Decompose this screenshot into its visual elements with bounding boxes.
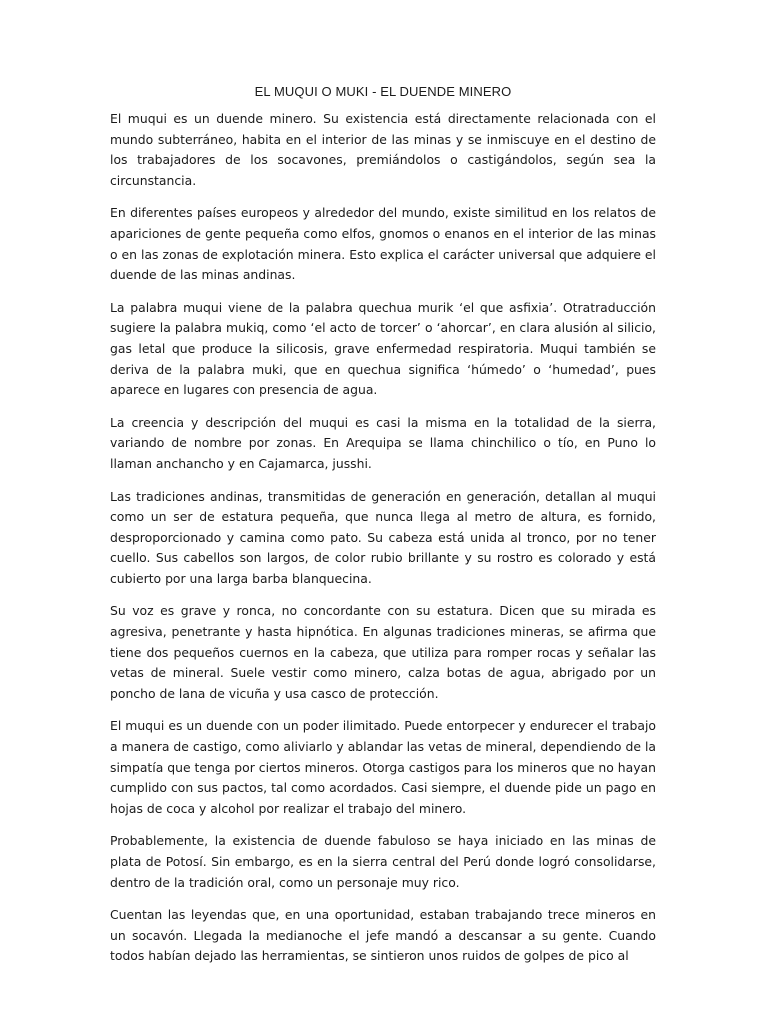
document-title: EL MUQUI O MUKI - EL DUENDE MINERO (254, 84, 512, 99)
paragraph-4: La creencia y descripción del muqui es casi la misma en la totalidad de la sierra, variando de nombre por zonas. En Arequipa se llama chinchilico o tío, en Puno lo llaman anchancho y en Cajamarca, jusshi. (110, 414, 656, 471)
document-body (110, 109, 656, 967)
paragraph-7: El muqui es un duende con un poder ilimitado. Puede entorpecer y endurecer el trabajo a manera de castigo, como aliviarlo y ablandar las vetas de mineral, dependiendo de la simpatía que tenga por ciertos mineros. Otorga castigos para los mineros que no hayan cumplido con sus pactos, tal como acordados. Casi siempre, el duende pide un pago en hojas de coca y alcohol por realizar el trabajo del minero. (110, 718, 656, 816)
paragraph-5: Las tradiciones andinas, transmitidas de generación en generación, detallan al muqui como un ser de estatura pequeña, que nunca llega al metro de altura, es fornido, desproporcionado y camina como pato. Su cabeza está unida al tronco, por no tener cuello. Sus cabellos son largos, de color rubio brillante y su rostro es colorado y está cubierto por una larga barba blanquecina. (110, 488, 656, 586)
paragraph-2: En diferentes países europeos y alrededor del mundo, existe similitud en los relatos de apariciones de gente pequeña como elfos, gnomos o enanos en el interior de las minas o en las zonas de explotación minera. Esto explica el carácter universal que adquiere el duende de las minas andinas. (110, 205, 656, 283)
paragraph-9: Cuentan las leyendas que, en una oportunidad, estaban trabajando trece mineros en un socavón. Llegada la medianoche el jefe mandó a descansar a su gente. Cuando todos habían dejado las herramientas, se sintieron unos ruidos de golpes de pico al (110, 907, 656, 964)
paragraph-8: Probablemente, la existencia de duende fabuloso se haya iniciado en las minas de plata de Potosí. Sin embargo, es en la sierra central del Perú donde logró consolidarse, dentro de la tradición oral, como un personaje muy rico. (110, 833, 656, 890)
paragraph-3: La palabra muqui viene de la palabra quechua murik ‘el que asfixia’. Otratraducción sugiere la palabra mukiq, como ‘el acto de torcer’ o ‘ahorcar’, en clara alusión al silicio, gas letal que produce la silicosis, grave enfermedad respiratoria. Muqui también se deriva de la palabra muki, que en quechua significa ‘húmedo’ o ‘humedad’, pues aparece en lugares con presencia de agua. (110, 299, 656, 398)
paragraph-6: Su voz es grave y ronca, no concordante con su estatura. Dicen que su mirada es agresiva, penetrante y hasta hipnótica. En algunas tradiciones mineras, se afirma que tiene dos pequeños cuernos en la cabeza, que utiliza para romper rocas y señalar las vetas de mineral. Suele vestir como minero, calza botas de agua, abrigado por un poncho de lana de vicuña y usa casco de protección. (110, 603, 656, 701)
paragraph-1: El muqui es un duende minero. Su existencia está directamente relacionada con el mundo subterráneo, habita en el interior de las minas y se inmiscuye en el destino de los trabajadores de los socavones, premiándolos o castigándolos, según sea la circunstancia. (110, 111, 656, 188)
